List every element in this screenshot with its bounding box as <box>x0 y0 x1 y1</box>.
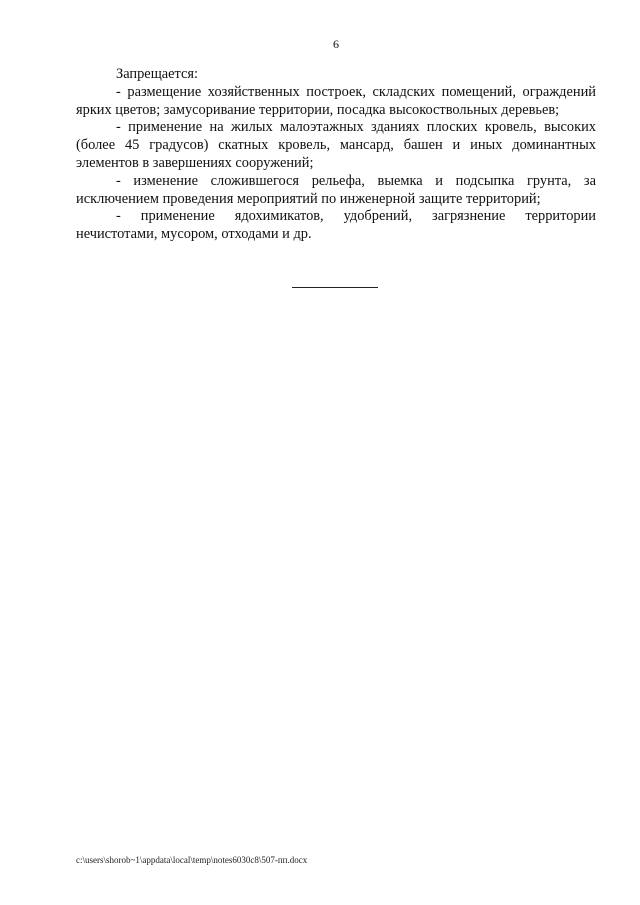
section-heading: Запрещается: <box>116 66 199 82</box>
list-item-relief: - изменение сложившегося рельефа, выемка и подсыпка грунта, за исключением проведения мероприятий по инженерной защите территорий; <box>76 172 596 207</box>
list-item-buildings: - размещение хозяйственных построек, складских помещений, ограждений ярких цветов; замусоривание территории, посадка высокоствольных деревьев; <box>76 83 596 118</box>
footer-file-path: c:\users\shorob~1\appdata\local\temp\notes6030c8\507-пп.docx <box>76 855 308 865</box>
list-item-roofs: - применение на жилых малоэтажных зданиях плоских кровель, высоких (более 45 градусов) скатных кровель, мансард, башен и иных доминантных элементов в завершениях сооружений; <box>76 119 596 171</box>
list-item-chemicals: - применение ядохимикатов, удобрений, загрязнение территории нечистотами, мусором, отходами и др. <box>76 208 596 243</box>
page-number: 6 <box>333 37 339 51</box>
end-separator-line <box>292 287 378 288</box>
document-body <box>76 66 596 244</box>
